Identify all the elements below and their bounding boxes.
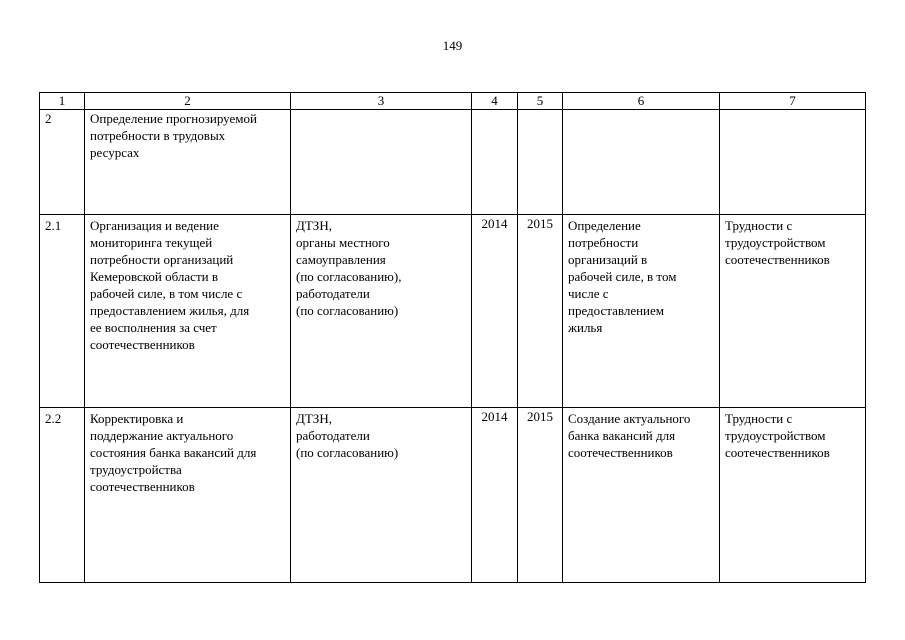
cell-line: рабочей силе, в том xyxy=(568,269,677,284)
column-header: 4 xyxy=(472,93,518,110)
cell-line: ресурсах xyxy=(90,145,140,160)
cell-line: работодатели xyxy=(296,286,370,301)
cell-line: Создание актуального xyxy=(568,411,691,426)
result-cell xyxy=(563,215,720,408)
cell-line: рабочей силе, в том числе с xyxy=(90,286,243,301)
cell-line: состояния банка вакансий для xyxy=(90,445,257,460)
row-number-cell: 2.2 xyxy=(40,408,85,583)
cell-line: соотечественников xyxy=(90,479,195,494)
cell-line: потребности организаций xyxy=(90,252,234,267)
cell-line: соотечественников xyxy=(90,337,195,352)
cell-line: ДТЗН, xyxy=(296,218,332,233)
cell-line: предоставлением xyxy=(568,303,665,318)
plan-table xyxy=(39,92,866,583)
executor-cell xyxy=(291,215,472,408)
cell-line: соотечественников xyxy=(725,252,830,267)
column-header: 3 xyxy=(291,93,472,110)
page-number: 149 xyxy=(442,38,463,53)
row-number-cell: 2.1 xyxy=(40,215,85,408)
cell-line: потребности xyxy=(568,235,639,250)
start-year-cell: 2014 xyxy=(472,215,518,408)
cell-line: предоставлением жилья, для xyxy=(90,303,250,318)
result-cell xyxy=(563,110,720,215)
cell-line: потребности в трудовых xyxy=(90,128,226,143)
table-header-row xyxy=(40,93,866,110)
cell-line: Определение xyxy=(568,218,641,233)
cell-line: трудоустройства xyxy=(90,462,182,477)
column-header: 7 xyxy=(720,93,866,110)
risk-cell xyxy=(720,215,866,408)
cell-line: трудоустройством xyxy=(725,428,826,443)
risk-cell xyxy=(720,408,866,583)
row-number-cell: 2 xyxy=(40,110,85,215)
cell-line: Трудности с xyxy=(725,218,793,233)
table-row xyxy=(40,408,866,583)
cell-line: соотечественников xyxy=(568,445,673,460)
cell-line: Кемеровской области в xyxy=(90,269,218,284)
executor-cell xyxy=(291,110,472,215)
table-row xyxy=(40,215,866,408)
cell-line: числе с xyxy=(568,286,609,301)
activity-cell xyxy=(85,110,291,215)
cell-line: организаций в xyxy=(568,252,648,267)
cell-line: Определение прогнозируемой xyxy=(90,111,257,126)
cell-line: (по согласованию), xyxy=(296,269,402,284)
cell-line: (по согласованию) xyxy=(296,445,399,460)
end-year-cell: 2015 xyxy=(518,215,563,408)
cell-line: органы местного xyxy=(296,235,390,250)
cell-line: работодатели xyxy=(296,428,370,443)
cell-line: мониторинга текущей xyxy=(90,235,213,250)
activity-cell xyxy=(85,408,291,583)
cell-line: поддержание актуального xyxy=(90,428,234,443)
column-header: 1 xyxy=(40,93,85,110)
start-year-cell: 2014 xyxy=(472,408,518,583)
cell-line: жилья xyxy=(568,320,603,335)
activity-cell xyxy=(85,215,291,408)
cell-line: ее восполнения за счет xyxy=(90,320,217,335)
start-year-cell xyxy=(472,110,518,215)
column-header: 2 xyxy=(85,93,291,110)
cell-line: самоуправления xyxy=(296,252,386,267)
executor-cell xyxy=(291,408,472,583)
cell-line: соотечественников xyxy=(725,445,830,460)
table-row xyxy=(40,110,866,215)
cell-line: (по согласованию) xyxy=(296,303,399,318)
column-header: 6 xyxy=(563,93,720,110)
cell-line: ДТЗН, xyxy=(296,411,332,426)
risk-cell xyxy=(720,110,866,215)
cell-line: банка вакансий для xyxy=(568,428,676,443)
end-year-cell: 2015 xyxy=(518,408,563,583)
result-cell xyxy=(563,408,720,583)
cell-line: Организация и ведение xyxy=(90,218,219,233)
end-year-cell xyxy=(518,110,563,215)
cell-line: трудоустройством xyxy=(725,235,826,250)
cell-line: Трудности с xyxy=(725,411,793,426)
cell-line: Корректировка и xyxy=(90,411,184,426)
column-header: 5 xyxy=(518,93,563,110)
